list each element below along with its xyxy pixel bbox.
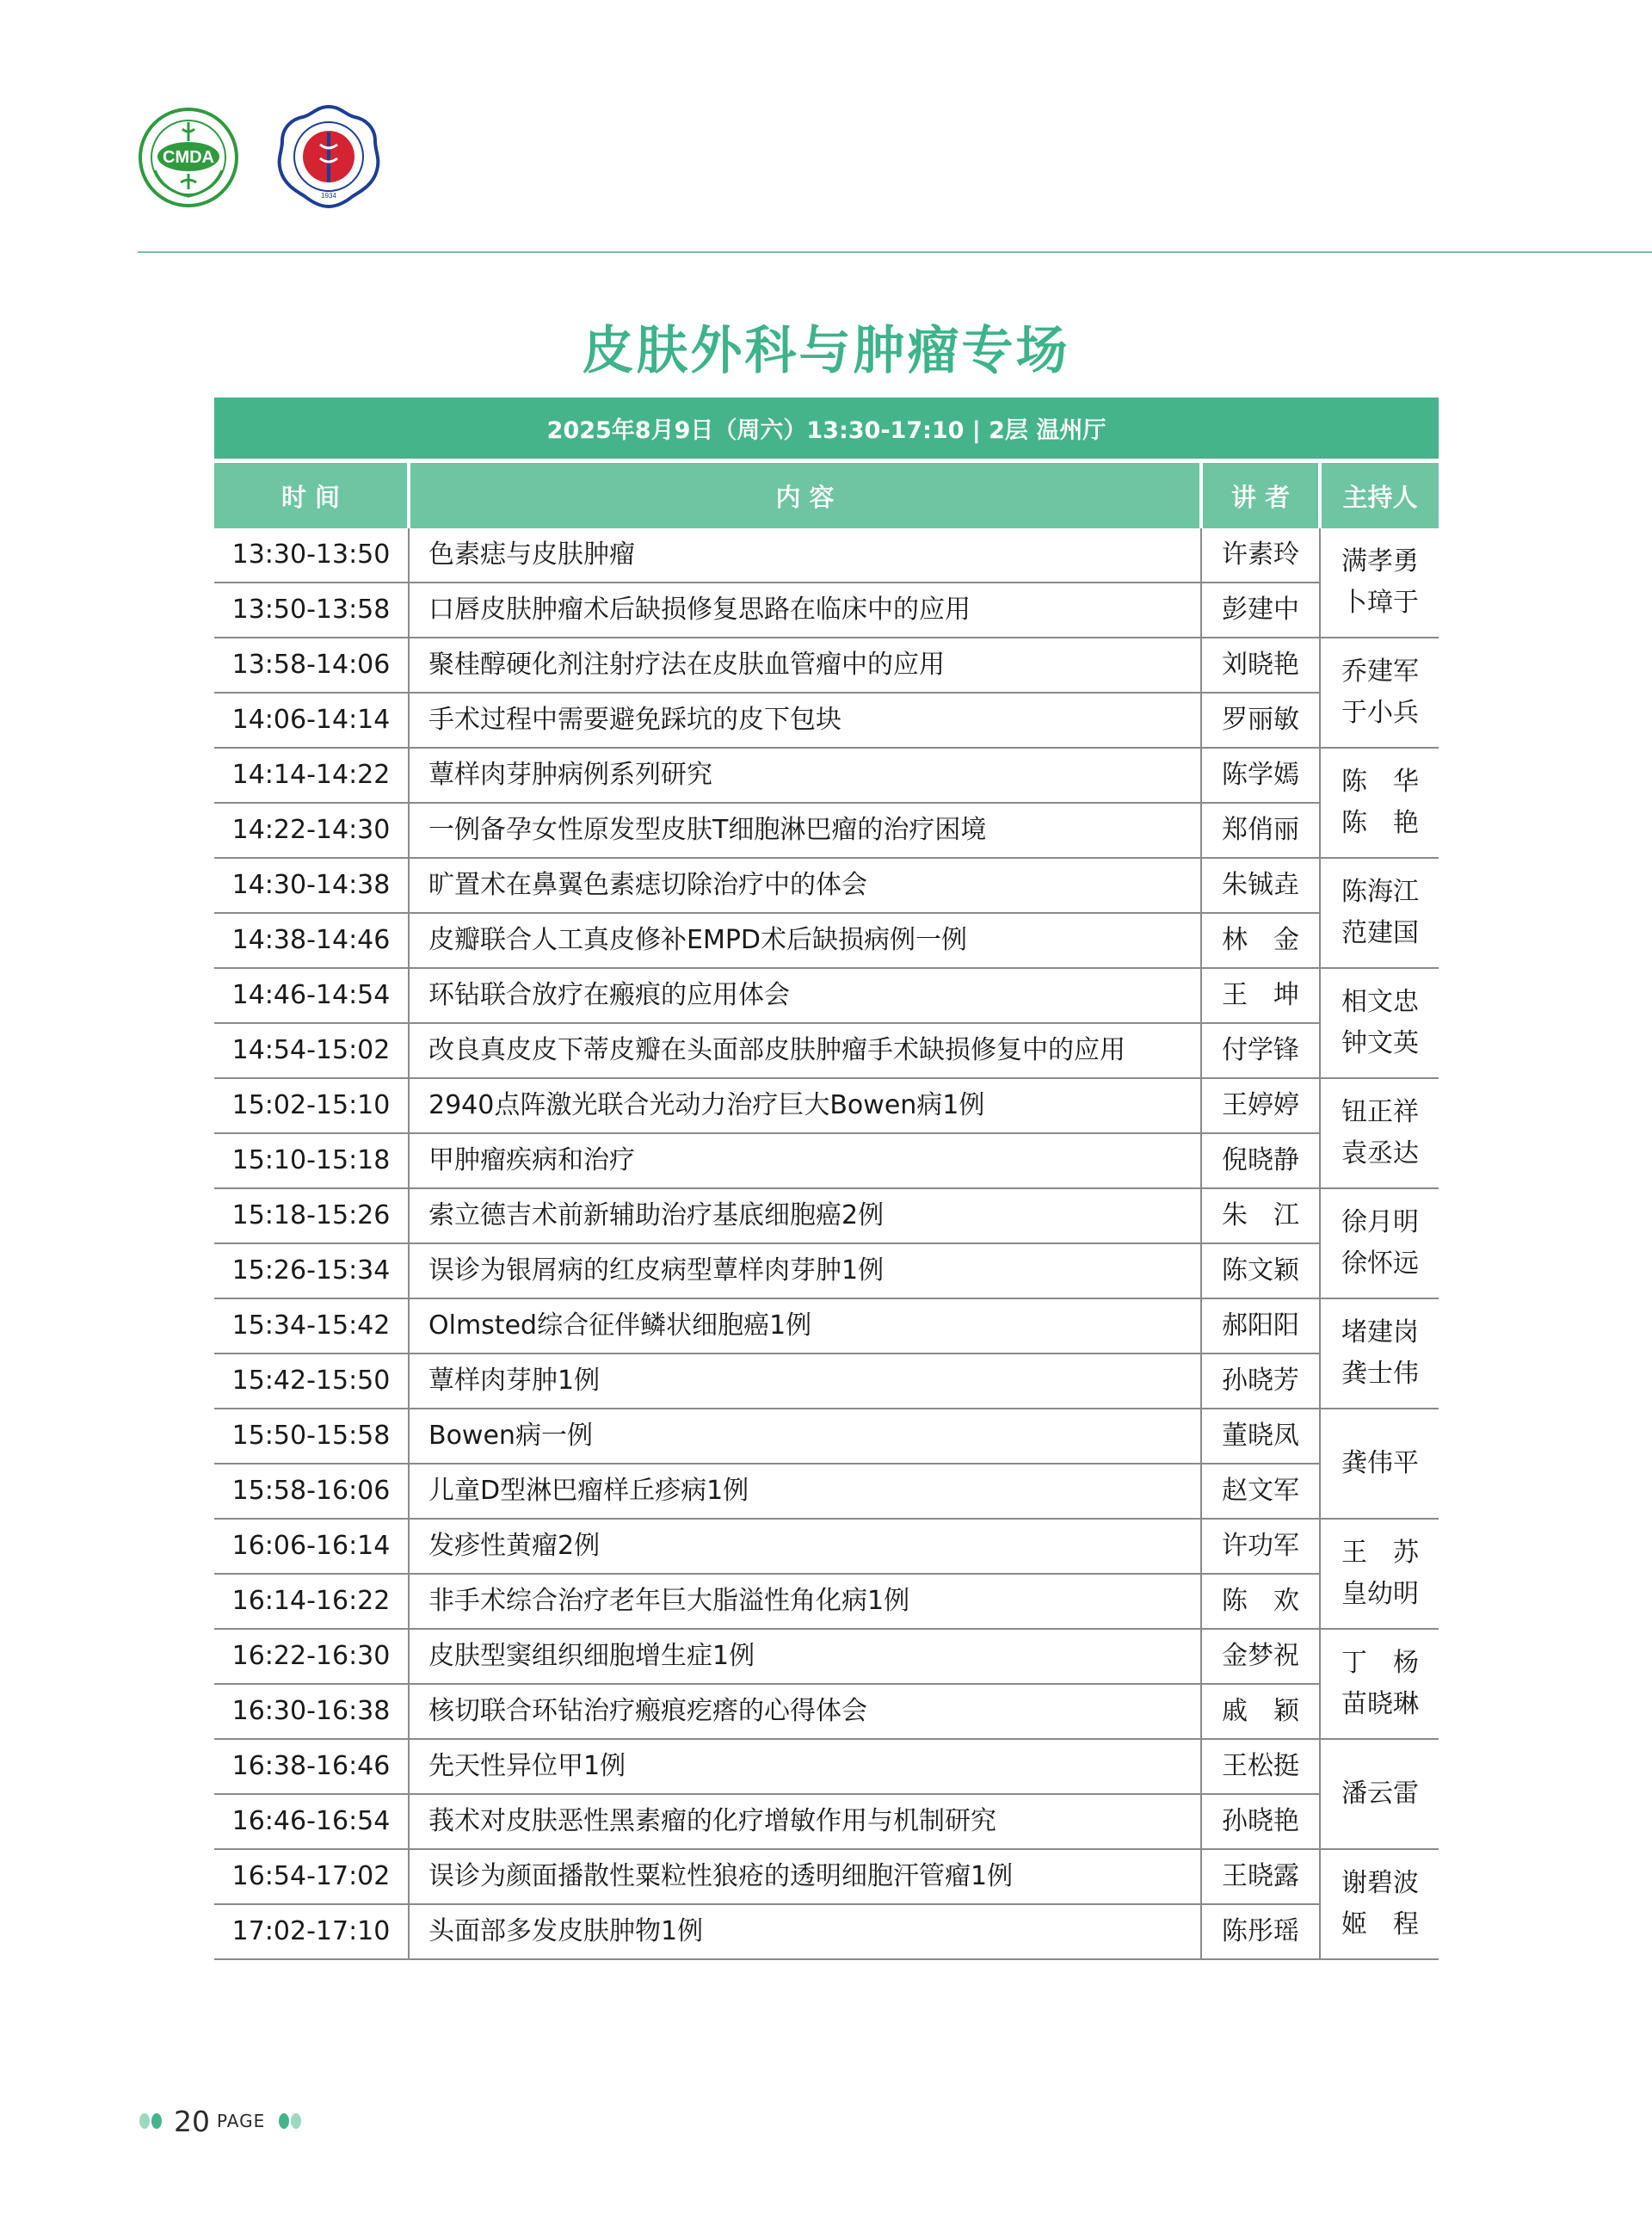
content-cell: 皮肤型窦组织细胞增生症1例 — [409, 1629, 1201, 1684]
content-cell: 儿童D型淋巴瘤样丘疹病1例 — [409, 1464, 1201, 1519]
content-cell: 皮瓣联合人工真皮修补EMPD术后缺损病例一例 — [409, 913, 1201, 968]
cmda-logo — [138, 107, 239, 208]
host-cell — [1320, 1849, 1439, 1959]
table-row — [214, 1353, 1439, 1409]
time-cell: 13:30-13:50 — [214, 528, 409, 583]
content-cell: 头面部多发皮肤肿物1例 — [409, 1904, 1201, 1959]
speaker-cell: 许素玲 — [1201, 528, 1320, 583]
time-cell: 14:30-14:38 — [214, 858, 409, 913]
content-cell: 口唇皮肤肿瘤术后缺损修复思路在临床中的应用 — [409, 583, 1201, 638]
time-cell: 15:42-15:50 — [214, 1353, 409, 1409]
time-cell: 13:50-13:58 — [214, 583, 409, 638]
content-cell: 旷置术在鼻翼色素痣切除治疗中的体会 — [409, 858, 1201, 913]
table-row — [214, 968, 1439, 1023]
content-cell: 索立德吉术前新辅助治疗基底细胞癌2例 — [409, 1188, 1201, 1243]
table-row — [214, 1464, 1439, 1519]
speaker-cell: 王松挺 — [1201, 1739, 1320, 1794]
host-name: 徐月明 — [1341, 1207, 1419, 1237]
speaker-cell: 陈彤瑶 — [1201, 1904, 1320, 1959]
header-content: 内 容 — [409, 463, 1201, 528]
page-footer — [136, 2104, 305, 2138]
speaker-cell: 林 金 — [1201, 913, 1320, 968]
table-row — [214, 1188, 1439, 1243]
speaker-cell: 郑俏丽 — [1201, 803, 1320, 858]
schedule-table — [214, 463, 1439, 1960]
speaker-cell: 王婷婷 — [1201, 1078, 1320, 1133]
speaker-cell: 付学锋 — [1201, 1023, 1320, 1078]
content-cell: 一例备孕女性原发型皮肤T细胞淋巴瘤的治疗困境 — [409, 803, 1201, 858]
header-host: 主持人 — [1320, 463, 1439, 528]
host-name: 满孝勇 — [1341, 546, 1419, 577]
host-name: 陈 艳 — [1341, 808, 1419, 838]
speaker-cell: 郝阳阳 — [1201, 1298, 1320, 1353]
host-cell — [1320, 638, 1439, 748]
content-cell: 先天性异位甲1例 — [409, 1739, 1201, 1794]
content-cell: 误诊为银屑病的红皮病型蕈样肉芽肿1例 — [409, 1243, 1201, 1298]
table-row — [214, 638, 1439, 693]
table-row — [214, 748, 1439, 803]
time-cell: 16:38-16:46 — [214, 1739, 409, 1794]
time-cell: 16:54-17:02 — [214, 1849, 409, 1904]
speaker-cell: 刘晓艳 — [1201, 638, 1320, 693]
time-cell: 16:30-16:38 — [214, 1684, 409, 1739]
content-cell: 色素痣与皮肤肿瘤 — [409, 528, 1201, 583]
content-cell: 误诊为颜面播散性粟粒性狼疮的透明细胞汗管瘤1例 — [409, 1849, 1201, 1904]
table-row — [214, 1574, 1439, 1629]
time-cell: 15:26-15:34 — [214, 1243, 409, 1298]
content-cell: 莪术对皮肤恶性黑素瘤的化疗增敏作用与机制研究 — [409, 1794, 1201, 1849]
time-cell: 15:34-15:42 — [214, 1298, 409, 1353]
time-cell: 15:58-16:06 — [214, 1464, 409, 1519]
host-cell — [1320, 968, 1439, 1078]
host-name: 陈 华 — [1341, 767, 1419, 797]
header-time: 时 间 — [214, 463, 409, 528]
content-cell: 非手术综合治疗老年巨大脂溢性角化病1例 — [409, 1574, 1201, 1629]
speaker-cell: 赵文军 — [1201, 1464, 1320, 1519]
table-row — [214, 1298, 1439, 1353]
table-row — [214, 803, 1439, 858]
content-cell: 聚桂醇硬化剂注射疗法在皮肤血管瘤中的应用 — [409, 638, 1201, 693]
speaker-cell: 朱铖垚 — [1201, 858, 1320, 913]
speaker-cell: 许功军 — [1201, 1519, 1320, 1574]
speaker-cell: 陈学嫣 — [1201, 748, 1320, 803]
host-name: 于小兵 — [1341, 698, 1419, 728]
host-name: 姬 程 — [1341, 1909, 1419, 1939]
host-name: 陈海江 — [1341, 877, 1419, 907]
content-cell: 发疹性黄瘤2例 — [409, 1519, 1201, 1574]
leaf-decoration-icon — [274, 2112, 305, 2130]
host-cell — [1320, 1298, 1439, 1409]
header-speaker: 讲 者 — [1201, 463, 1320, 528]
host-name: 苗晓琳 — [1341, 1689, 1419, 1719]
time-cell: 15:50-15:58 — [214, 1409, 409, 1464]
host-name: 谢碧波 — [1341, 1868, 1419, 1898]
host-name: 皇幼明 — [1341, 1579, 1419, 1609]
table-row — [214, 913, 1439, 968]
host-name: 卜璋于 — [1341, 588, 1419, 618]
table-row — [214, 1409, 1439, 1464]
table-row — [214, 1023, 1439, 1078]
host-name: 龚士伟 — [1341, 1359, 1419, 1389]
content-cell: 蕈样肉芽肿病例系列研究 — [409, 748, 1201, 803]
speaker-cell: 陈 欢 — [1201, 1574, 1320, 1629]
table-row — [214, 1519, 1439, 1574]
time-cell: 14:46-14:54 — [214, 968, 409, 1023]
host-name: 钮正祥 — [1341, 1097, 1419, 1127]
time-cell: 14:14-14:22 — [214, 748, 409, 803]
host-name: 乔建军 — [1341, 657, 1419, 687]
speaker-cell: 董晓凤 — [1201, 1409, 1320, 1464]
content-cell: 改良真皮皮下蒂皮瓣在头面部皮肤肿瘤手术缺损修复中的应用 — [409, 1023, 1201, 1078]
table-row — [214, 1078, 1439, 1133]
zhejiang-medical-association-logo — [274, 102, 384, 212]
speaker-cell: 彭建中 — [1201, 583, 1320, 638]
content-cell: Bowen病一例 — [409, 1409, 1201, 1464]
content-cell: 甲肿瘤疾病和治疗 — [409, 1133, 1201, 1188]
time-cell: 16:46-16:54 — [214, 1794, 409, 1849]
speaker-cell: 朱 江 — [1201, 1188, 1320, 1243]
host-name: 龚伟平 — [1341, 1448, 1419, 1478]
table-row — [214, 858, 1439, 913]
speaker-cell: 陈文颖 — [1201, 1243, 1320, 1298]
speaker-cell: 孙晓艳 — [1201, 1794, 1320, 1849]
host-cell — [1320, 1629, 1439, 1739]
zma-logo-year: 1934 — [321, 192, 336, 200]
table-row — [214, 1684, 1439, 1739]
host-cell — [1320, 748, 1439, 858]
leaf-decoration-icon — [136, 2112, 167, 2130]
content-cell: 2940点阵激光联合光动力治疗巨大Bowen病1例 — [409, 1078, 1201, 1133]
table-row — [214, 1794, 1439, 1849]
content-cell: 蕈样肉芽肿1例 — [409, 1353, 1201, 1409]
host-cell — [1320, 1078, 1439, 1188]
host-name: 徐怀远 — [1341, 1249, 1419, 1279]
page-number: 20 — [174, 2104, 210, 2138]
time-cell: 14:06-14:14 — [214, 693, 409, 748]
table-row — [214, 583, 1439, 638]
table-row — [214, 1739, 1439, 1794]
content-cell: Olmsted综合征伴鳞状细胞癌1例 — [409, 1298, 1201, 1353]
table-row — [214, 1904, 1439, 1959]
host-cell — [1320, 1519, 1439, 1629]
speaker-cell: 孙晓芳 — [1201, 1353, 1320, 1409]
time-cell: 15:10-15:18 — [214, 1133, 409, 1188]
page-title: 皮肤外科与肿瘤专场 — [582, 321, 1070, 381]
time-cell: 17:02-17:10 — [214, 1904, 409, 1959]
host-name: 潘云雷 — [1341, 1779, 1419, 1809]
page-label: PAGE — [217, 2111, 266, 2131]
speaker-cell: 罗丽敏 — [1201, 693, 1320, 748]
cmda-logo-text: CMDA — [163, 148, 214, 167]
host-cell — [1320, 858, 1439, 968]
host-cell — [1320, 1188, 1439, 1298]
speaker-cell: 戚 颖 — [1201, 1684, 1320, 1739]
host-cell — [1320, 1409, 1439, 1519]
table-row — [214, 1243, 1439, 1298]
speaker-cell: 王晓露 — [1201, 1849, 1320, 1904]
content-cell: 环钻联合放疗在瘢痕的应用体会 — [409, 968, 1201, 1023]
host-name: 袁丞达 — [1341, 1138, 1419, 1168]
host-name: 相文忠 — [1341, 987, 1419, 1017]
table-row — [214, 693, 1439, 748]
table-row — [214, 1629, 1439, 1684]
host-cell — [1320, 1739, 1439, 1849]
speaker-cell: 倪晓静 — [1201, 1133, 1320, 1188]
table-row — [214, 1849, 1439, 1904]
table-header-row — [214, 463, 1439, 528]
host-name: 钟文英 — [1341, 1028, 1419, 1058]
session-banner: 2025年8月9日（周六）13:30-17:10 | 2层 温州厅 — [214, 398, 1439, 459]
host-name: 范建国 — [1341, 918, 1419, 948]
host-name: 堵建岗 — [1341, 1317, 1419, 1347]
time-cell: 13:58-14:06 — [214, 638, 409, 693]
table-row — [214, 1133, 1439, 1188]
speaker-cell: 王 坤 — [1201, 968, 1320, 1023]
time-cell: 15:02-15:10 — [214, 1078, 409, 1133]
time-cell: 16:06-16:14 — [214, 1519, 409, 1574]
speaker-cell: 金梦祝 — [1201, 1629, 1320, 1684]
table-row — [214, 528, 1439, 583]
host-name: 丁 杨 — [1341, 1648, 1419, 1678]
time-cell: 16:14-16:22 — [214, 1574, 409, 1629]
content-cell: 核切联合环钻治疗瘢痕疙瘩的心得体会 — [409, 1684, 1201, 1739]
content-cell: 手术过程中需要避免踩坑的皮下包块 — [409, 693, 1201, 748]
time-cell: 14:22-14:30 — [214, 803, 409, 858]
header-divider — [138, 251, 1652, 253]
host-cell — [1320, 528, 1439, 638]
host-name: 王 苏 — [1341, 1538, 1419, 1568]
time-cell: 14:54-15:02 — [214, 1023, 409, 1078]
time-cell: 16:22-16:30 — [214, 1629, 409, 1684]
time-cell: 15:18-15:26 — [214, 1188, 409, 1243]
time-cell: 14:38-14:46 — [214, 913, 409, 968]
